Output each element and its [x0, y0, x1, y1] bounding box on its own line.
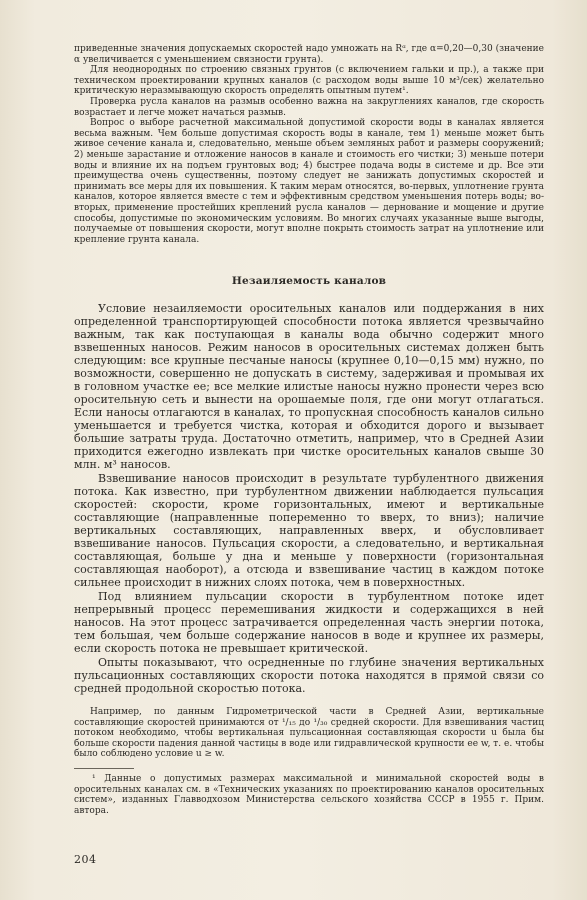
page-number: 204	[74, 853, 97, 866]
main-text-block	[74, 302, 544, 695]
footnote-divider	[74, 768, 134, 769]
footnote	[74, 774, 544, 816]
paragraph: Вопрос о выборе расчетной максимальной допустимой скорости воды в каналах является весьма важным. Чем больше допустимая скорость воды в канале, тем 1) меньше может быть живое сечение канала и, следовательно, меньше объем земляных работ и размеры сооружений; 2) меньше зарастание и отложение наносов в канале и стоимость его чистки; 3) меньше потери воды и влияние их на подъем грунтовых вод; 4) быстрее подача воды в системе и др. Все эти преимущества очень существенны, поэтому следует не занижать допустимых скоростей и принимать все меры для их повышения. К таким мерам относятся, во-первых, уплотнение грунта каналов, которое является вместе с тем и эффективным средством уменьшения потерь воды; во-вторых, применение простейших креплений русла каналов — дернование и мощение и другие способы, допустимые по экономическим условиям. Во многих случаях указанные выше выгоды, получаемые от повышения скорости, могут вполне покрыть стоимость затрат на уплотнение или крепление грунта канала.	[74, 118, 544, 245]
top-text-block	[74, 44, 544, 245]
section-heading: Незаиляемость каналов	[231, 275, 387, 287]
example-text-block	[74, 707, 544, 760]
paragraph: Условие незаиляемости оросительных каналов или поддержания в них определенной транспортирующей способности потока является чрезвычайно важным, так как поступающая в каналы вода обычно содержит много взвешенных наносов. Режим наносов в оросительных системах должен быть следующим: все крупные песчаные наносы (крупнее 0,10—0,15 мм) нужно, по возможности, совершенно не допускать в систему, задерживая и промывая их в головном участке ее; все мелкие илистые наносы нужно пронести через всю оросительную сеть и вынести на орошаемые поля, где они могут отлагаться. Если наносы отлагаются в каналах, то пропускная способность каналов сильно уменьшается и требуется чистка, которая и обходится дорого и вызывает большие затраты труда. Достаточно отметить, например, что в Средней Азии приходится ежегодно извлекать при чистке оросительных каналов свыше 30 млн. м³ наносов.	[74, 302, 544, 471]
paragraph: Например, по данным Гидрометрической части в Средней Азии, вертикальные составляющие скоростей принимаются от ¹/₁₅ до ¹/₃₀ средней скорости. Для взвешивания частиц потоком необходимо, чтобы вертикальная пульсационная составляющая скорости u была бы больше скорости падения данной частицы в воде или гидравлической крупности ее w, т. е. чтобы было соблюдено условие u ≥ w.	[74, 707, 544, 760]
paragraph: Для неоднородных по строению связных грунтов (с включением гальки и пр.), а также при техническом проектировании крупных каналов (с расходом воды выше 10 м³/сек) желательно критическую неразмывающую скорость определять опытным путем¹.	[74, 65, 544, 97]
paragraph: Взвешивание наносов происходит в результате турбулентного движения потока. Как известно, при турбулентном движении наблюдается пульсация скоростей: скорости, кроме горизонтальных, имеют и вертикальные составляющие (направленные попеременно то вверх, то вниз); наличие вертикальных составляющих, направленных вверх, и обусловливает взвешивание наносов. Пульсация скорости, а следовательно, и вертикальная составляющая, больше у дна и меньше у поверхности (горизонтальная составляющая наоборот), а отсюда и взвешивание частиц в каждом потоке сильнее происходит в нижних слоях потока, чем в поверхностных.	[74, 472, 544, 589]
paragraph: Проверка русла каналов на размыв особенно важна на закруглениях каналов, где скорость возрастает и легче может начаться размыв.	[74, 96, 544, 118]
paragraph: Опыты показывают, что осредненные по глубине значения вертикальных пульсационных составляющих скорости потока находятся в прямой связи со средней продольной скоростью потока.	[74, 656, 544, 695]
footnote-text: ¹ Данные о допустимых размерах максимальной и минимальной скоростей воды в оросительных каналах см. в «Технических указаниях по проектированию каналов оросительных систем», изданных Главводхозом Министерства сельского хозяйства СССР в 1955 г. Прим. автора.	[74, 774, 544, 816]
paragraph: Под влиянием пульсации скорости в турбулентном потоке идет непрерывный процесс перемешивания жидкости и содержащихся в ней наносов. На этот процесс затрачивается определенная часть энергии потока, тем большая, чем больше содержание наносов в воде и крупнее их размеры, если скорость потока не превышает критической.	[74, 590, 544, 655]
paragraph: приведенные значения допускаемых скоростей надо умножать на Rᵅ, где α=0,20—0,30 (значение α увеличивается с уменьшением связности грунта).	[74, 44, 544, 65]
